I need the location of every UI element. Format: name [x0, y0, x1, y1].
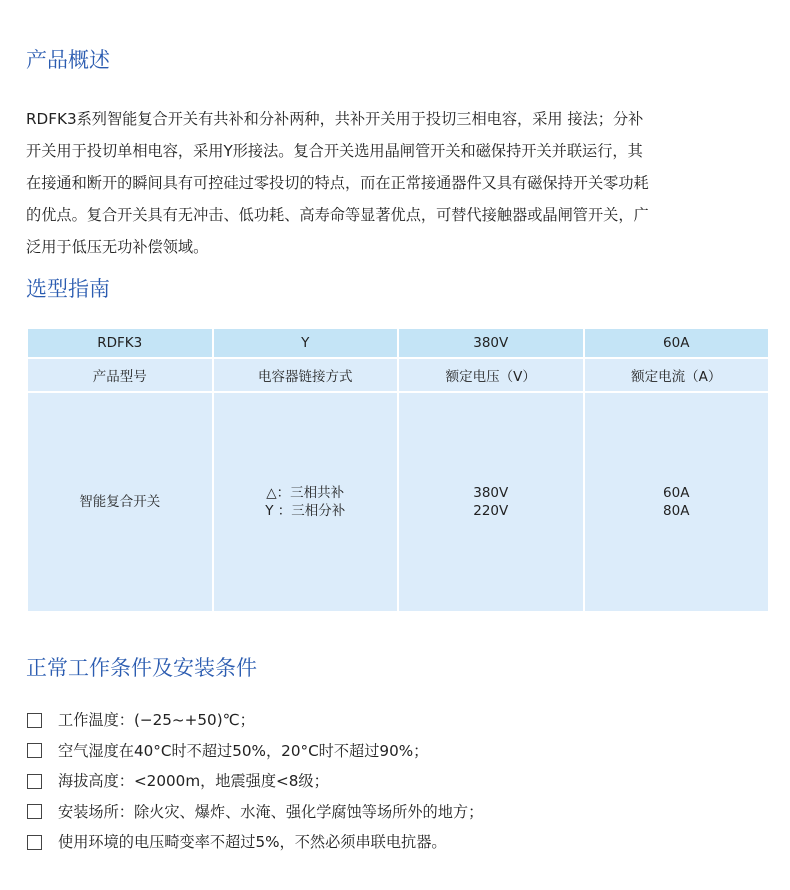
list-item — [26, 797, 483, 828]
list-item — [26, 705, 483, 736]
overview-text — [26, 103, 776, 263]
body-cell-connection — [213, 392, 399, 612]
condition-text: 海拔高度：<2000m，地震强度<8级； — [58, 772, 329, 790]
header-cell-model: RDFK3 — [27, 328, 213, 358]
label-cell-connection: 电容器链接方式 — [213, 358, 399, 392]
checkbox-icon — [27, 835, 42, 850]
checkbox-icon — [27, 743, 42, 758]
overview-title: 产品概述 — [26, 48, 110, 72]
current-value: 60A — [663, 485, 690, 501]
header-cell-current: 60A — [584, 328, 770, 358]
list-item — [26, 766, 483, 797]
table-header-row — [27, 328, 769, 358]
overview-line: 的优点。复合开关具有无冲击、低功耗、高寿命等显著优点，可替代接触器或晶闸管开关，广 — [26, 206, 649, 224]
label-cell-voltage: 额定电压（V） — [398, 358, 584, 392]
voltage-value: 220V — [473, 503, 509, 519]
selection-table — [26, 327, 770, 613]
connection-value: Y ：三相分补 — [265, 503, 346, 519]
body-cell-current — [584, 392, 770, 612]
conditions-title: 正常工作条件及安装条件 — [26, 656, 257, 680]
overview-line: 在接通和断开的瞬间具有可控硅过零投切的特点，而在正常接通器件又具有磁保持开关零功耗 — [26, 174, 649, 192]
body-cell-model — [27, 392, 213, 612]
label-cell-model: 产品型号 — [27, 358, 213, 392]
conditions-list — [26, 705, 483, 858]
list-item — [26, 736, 483, 767]
list-item — [26, 827, 483, 858]
connection-value: △：三相共补 — [266, 485, 345, 501]
table-body-row — [27, 392, 769, 612]
body-cell-voltage — [398, 392, 584, 612]
header-cell-connection: Y — [213, 328, 399, 358]
checkbox-icon — [27, 713, 42, 728]
voltage-value: 380V — [473, 485, 509, 501]
condition-text: 安装场所：除火灾、爆炸、水淹、强化学腐蚀等场所外的地方； — [58, 802, 484, 821]
overview-line: 泛用于低压无功补偿领域。 — [26, 238, 209, 256]
condition-text: 工作温度：(−25~+50)℃； — [58, 711, 255, 729]
overview-line: 开关用于投切单相电容，采用Y形接法。复合开关选用晶闸管开关和磁保持开关并联运行，其 — [26, 142, 643, 160]
overview-line: RDFK3系列智能复合开关有共补和分补两种，共补开关用于投切三相电容，采用 接法；分补 — [26, 110, 644, 128]
header-cell-voltage: 380V — [398, 328, 584, 358]
checkbox-icon — [27, 774, 42, 789]
checkbox-icon — [27, 804, 42, 819]
condition-text: 使用环境的电压畸变率不超过5%，不然必须串联电抗器。 — [58, 833, 447, 851]
model-value: 智能复合开关 — [79, 494, 161, 510]
table-label-row — [27, 358, 769, 392]
condition-text: 空气湿度在40°C时不超过50%，20°C时不超过90%； — [58, 741, 429, 760]
selection-title: 选型指南 — [26, 277, 110, 301]
label-cell-current: 额定电流（A） — [584, 358, 770, 392]
current-value: 80A — [663, 503, 690, 519]
